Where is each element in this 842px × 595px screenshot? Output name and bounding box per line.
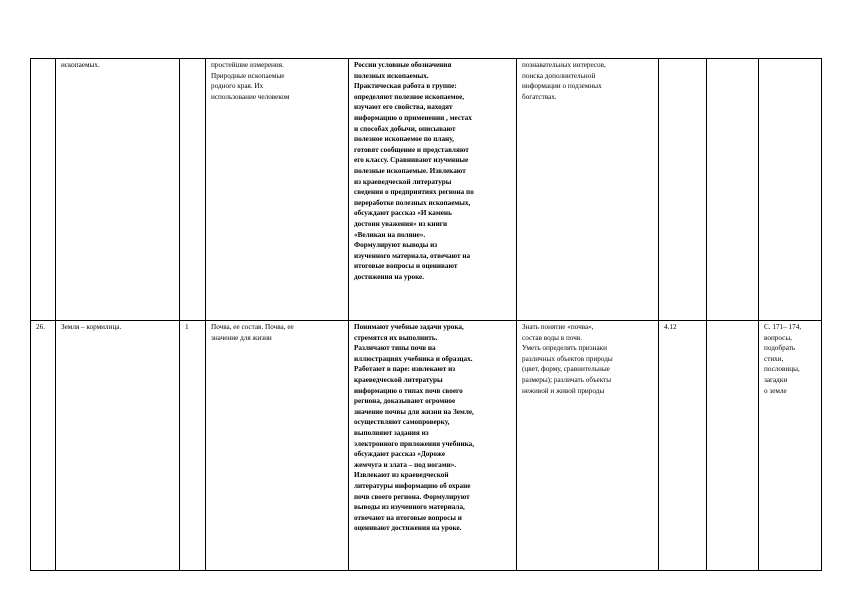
text-line: региона, доказывают огромное [354, 397, 456, 406]
cell-results [517, 59, 659, 321]
text-line: изученного материала, отвечают на [354, 251, 471, 260]
text-line: подобрать [764, 344, 796, 353]
text-line: Знать понятие «почва», [522, 323, 594, 331]
cell-content [206, 321, 349, 571]
text-line: (цвет, форму, сравнительные [522, 365, 610, 374]
text-line: размеры); различать объекты [522, 375, 612, 384]
text-line: состав воды в почв. [522, 333, 583, 342]
text-line: готовят сообщение и представляют [354, 145, 469, 154]
lesson-plan-table [30, 58, 822, 571]
cell-date: 4.12 [659, 321, 707, 571]
text-line: богатствах. [522, 92, 557, 101]
text-line: простейшие измерения. [211, 61, 284, 69]
text-line: Практическая работа в группе: [354, 82, 457, 91]
text-line: из краеведческой литературы [354, 177, 452, 186]
text-line: полезные ископаемые. Извлекают [354, 166, 466, 175]
text-line: почв своего региона. Формулируют [354, 492, 470, 501]
text-line: России условные обозначения [354, 61, 452, 69]
text-line: неживой и живой природы [522, 386, 605, 395]
text-line: полезное ископаемое по плану, [354, 135, 454, 144]
text-line: иллюстрациях учебника и образцах. [354, 354, 473, 363]
table-row [31, 321, 822, 571]
text-line: сведения о предприятиях региона по [354, 188, 474, 197]
text-line: вопросы, [764, 333, 792, 342]
cell-topic: Земля – кормилица. [56, 321, 180, 571]
text-line: изучают его свойства, находят [354, 103, 453, 112]
cell-homework [759, 321, 822, 571]
text-line: осуществляют самопроверку, [354, 418, 450, 427]
text-line: краеведческой литературы [354, 375, 443, 384]
text-line: Извлекают из краеведческой [354, 471, 449, 480]
text-line: Понимают учебные задачи урока, [354, 323, 464, 331]
text-line: и способах добычи, описывают [354, 124, 456, 133]
text-line: итоговые вопросы и оценивают [354, 262, 458, 271]
text-line: Работают в паре: извлекают из [354, 365, 456, 374]
cell-hours [180, 59, 206, 321]
text-line: «Великан на поляне». [354, 230, 426, 239]
text-line: значение для жизни [211, 333, 272, 342]
cell-homework [759, 59, 822, 321]
text-line: переработке полезных ископаемых, [354, 198, 471, 207]
table-row [31, 59, 822, 321]
text-line: информацию о применении , местах [354, 113, 472, 122]
text-line: родного края. Их [211, 82, 264, 91]
text-line: электронного приложения учебника, [354, 439, 475, 448]
text-line: жемчуга и злата – под ногами». [354, 460, 457, 469]
cell-correction [707, 59, 759, 321]
text-line: стремятся их выполнить. [354, 333, 438, 342]
cell-hours: 1 [180, 321, 206, 571]
text-line: информации о подземных [522, 82, 602, 91]
text-line: определяют полезное ископаемое, [354, 92, 465, 101]
text-line: достижения на уроке. [354, 272, 425, 281]
text-line: Природные ископаемые [211, 71, 285, 80]
text-line: различных объектов природы [522, 354, 613, 363]
cell-content [206, 59, 349, 321]
text-line: оценивают достижения на уроке. [354, 524, 462, 533]
text-line: Почва, ее состав. Почва, ее [211, 323, 294, 331]
cell-date [659, 59, 707, 321]
cell-topic: ископаемых. [56, 59, 180, 321]
text-line: обсуждают рассказ «И камень [354, 209, 452, 218]
text-line: выводы из изученного материала, [354, 503, 465, 512]
text-line: стихи, [764, 354, 784, 363]
cell-activities [349, 321, 517, 571]
cell-correction [707, 321, 759, 571]
text-line: его классу. Сравнивают изученные [354, 156, 469, 165]
text-line: С. 171– 174, [764, 323, 802, 331]
text-line: Различают типы почв на [354, 344, 436, 353]
cell-number [31, 59, 56, 321]
cell-number: 26. [31, 321, 56, 571]
text-line: значение почвы для жизни на Земле, [354, 407, 474, 416]
text-line: пословицы, [764, 365, 800, 374]
text-line: обсуждают рассказ «Дороже [354, 450, 446, 459]
text-line: достоин уважения» из книги [354, 219, 448, 228]
cell-activities [349, 59, 517, 321]
text-line: поиска дополнительной [522, 71, 596, 80]
text-line: Уметь определять признаки [522, 344, 607, 353]
text-line: отвечают на итоговые вопросы и [354, 513, 462, 522]
cell-results [517, 321, 659, 571]
text-line: о земле [764, 386, 787, 395]
text-line: Формулируют выводы из [354, 241, 438, 250]
text-line: выполняют задания из [354, 428, 429, 437]
text-line: литературы информацию об охране [354, 481, 471, 490]
text-line: познавательных интересов, [522, 61, 606, 69]
text-line: полезных ископаемых. [354, 71, 429, 80]
text-line: загадки [764, 375, 788, 384]
text-line: информацию о типах почв своего [354, 386, 463, 395]
text-line: использование человеком [211, 92, 290, 101]
